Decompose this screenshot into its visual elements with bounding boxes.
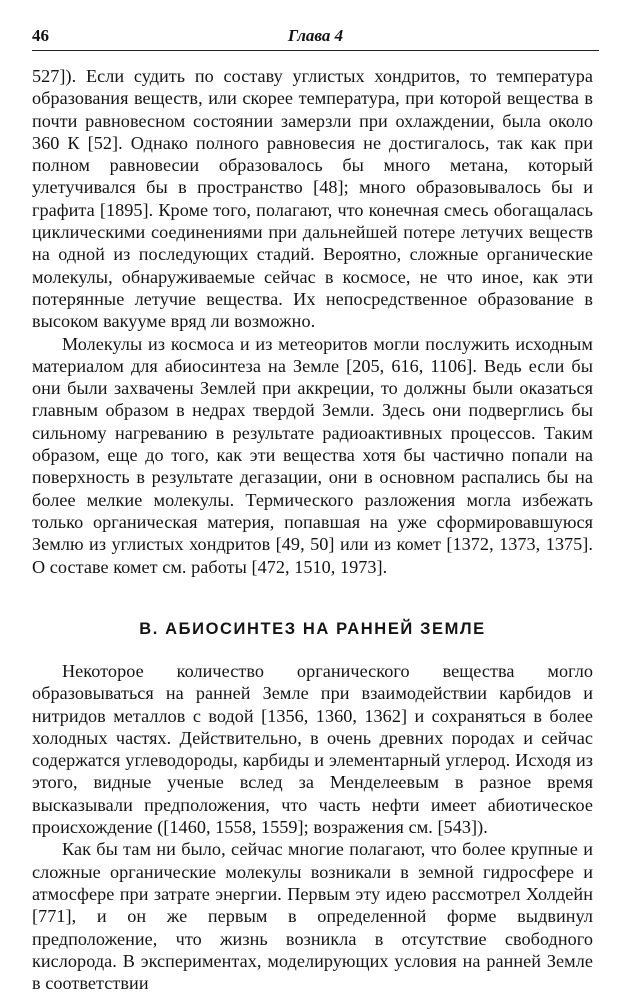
paragraph-carbides-nitrides: Некоторое количество органического вещества могло образовываться на ранней Земле при взаимодействии карбидов и нитридов металлов с водой [1356, 1360, 1362] и сохраняться в более холодных частях. Действительно, в очень древних породах и сейчас содержатся углеводороды, карбиды и элементарный углерод. Исходя из этого, видные ученые вслед за Менделеевым в разное время высказывали предположения, что часть нефти имеет абиотическое происхождение ([1460, 1558, 1559]; возражения см. [543]).: [32, 661, 593, 838]
section-heading: В. АБИОСИНТЕЗ НА РАННЕЙ ЗЕМЛЕ: [139, 620, 486, 638]
text-block-before-section: [32, 65, 593, 578]
text-block-after-section: [32, 660, 593, 994]
paragraph-cosmic-synthesis: 527]). Если судить по составу углистых хондритов, то температура образования веществ, или скорее температура, при которой вещества в почти равновесном состоянии замерзли при охлаждении, была около 360 К [52]. Однако полного равновесия не достигалось, так как при полном равновесии образовалось бы много метана, который улетучивался бы в пространство [48]; много образовывалось бы и графита [1895]. Кроме того, полагают, что конечная смесь обогащалась циклическими соединениями при дальнейшей потере летучих веществ на одной из последующих стадий. Вероятно, сложные органические молекулы, обнаруживаемые сейчас в космосе, не что иное, как эти потерянные летучие вещества. Их непосредственное образование в высоком вакууме вряд ли возможно.: [32, 66, 593, 332]
header-rule: [32, 50, 599, 51]
chapter-title: Глава 4: [287, 26, 344, 45]
paragraph-haldane-hypothesis: Как бы там ни было, сейчас многие полагают, что более крупные и сложные органические молекулы возникали в земной гидросфере и атмосфере при затрате энергии. Первым эту идею рассмотрел Холдейн [771], и он же первым в определенной форме выдвинул предположение, что жизнь возникла в отсутствие свободного кислорода. В экспериментах, моделирующих условия на ранней Земле в соответствии: [32, 839, 593, 994]
page-number: 46: [32, 26, 49, 45]
paragraph-meteorite-molecules: Молекулы из космоса и из метеоритов могли послужить исходным материалом для абиосинтеза на Земле [205, 616, 1106]. Ведь если бы они были захвачены Землей при аккреции, то должны были оказаться главным образом в недрах твердой Земли. Здесь они подверглись бы сильному нагреванию в результате радиоактивных процессов. Таким образом, еще до того, как эти вещества хотя бы частично попали на поверхность в результате дегазации, они в основном распались бы на более мелкие молекулы. Термического разложения могла избежать только органическая материя, попавшая на уже сформировавшуюся Землю из углистых хондритов [49, 50] или из комет [1372, 1373, 1375]. О составе комет см. работы [472, 1510, 1973].: [32, 333, 593, 577]
running-head: [32, 24, 599, 48]
